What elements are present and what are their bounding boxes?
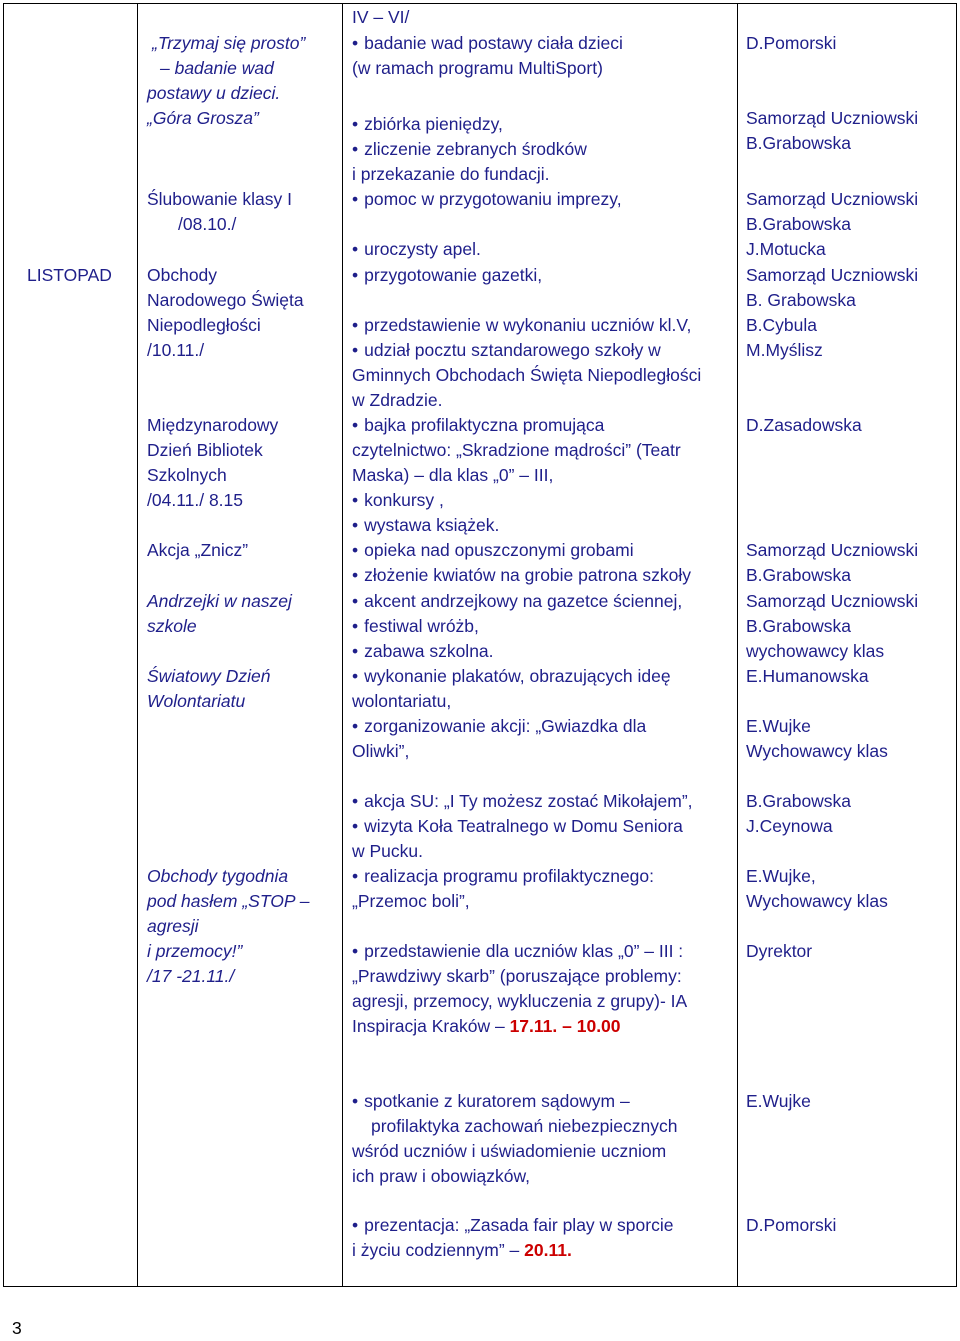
task-line: w Zdradzie.	[352, 390, 443, 410]
task-line: „Prawdziwy skarb” (poruszające problemy:	[352, 966, 682, 986]
responsible-line: Samorząd Uczniowski	[746, 189, 919, 209]
task-line: • prezentacja: „Zasada fair play w sporcie	[352, 1213, 673, 1238]
task-line: • wykonanie plakatów, obrazujących ideę	[352, 664, 671, 689]
task-line: • udział pocztu sztandarowego szkoły w	[352, 338, 661, 363]
responsible-line: Wychowawcy klas	[746, 891, 888, 911]
table-divider-1	[137, 3, 138, 1286]
task-line: Oliwki”,	[352, 741, 410, 761]
event-text: postawy u dzieci.	[147, 83, 281, 103]
task-line: czytelnictwo: „Skradzione mądrości” (Teatr	[352, 440, 681, 460]
responsible-line: Wychowawcy klas	[746, 741, 888, 761]
event-text: Ślubowanie klasy I	[147, 189, 292, 209]
table-border-bottom	[3, 1286, 957, 1287]
event-text: Światowy Dzień	[147, 666, 271, 686]
table-border-right	[956, 3, 957, 1286]
table-divider-2	[342, 3, 343, 1286]
task-line: • zabawa szkolna.	[352, 639, 494, 664]
task-line: • złożenie kwiatów na grobie patrona szkoły	[352, 563, 691, 588]
event-text: Obchody	[147, 265, 218, 285]
task-line: agresji, przemocy, wykluczenia z grupy)- IA	[352, 991, 688, 1011]
task-line: • opieka nad opuszczonymi grobami	[352, 538, 634, 563]
event-text: pod hasłem „STOP –	[147, 891, 310, 911]
responsible-line: D.Pomorski	[746, 1215, 837, 1235]
table-divider-3	[737, 3, 738, 1286]
task-line: w Pucku.	[352, 841, 423, 861]
task-line: • przedstawienie dla uczniów klas „0” – III :	[352, 939, 683, 964]
event-text: szkole	[147, 616, 197, 636]
responsible-line: J.Ceynowa	[746, 816, 833, 836]
task-line	[352, 1238, 572, 1263]
responsible-line: B.Grabowska	[746, 214, 852, 234]
event-text: Szkolnych	[147, 465, 227, 485]
event-text: Międzynarodowy	[147, 415, 279, 435]
task-line: • pomoc w przygotowaniu imprezy,	[352, 187, 622, 212]
event-text: „Trzymaj się prosto”	[152, 33, 306, 53]
responsible-line: Samorząd Uczniowski	[746, 591, 919, 611]
responsible-line: B.Grabowska	[746, 616, 852, 636]
table-border-left	[3, 3, 4, 1286]
task-line: • bajka profilaktyczna promująca	[352, 413, 604, 438]
event-text: Dzień Bibliotek	[147, 440, 263, 460]
event-text: Obchody tygodnia	[147, 866, 289, 886]
responsible-line: J.Motucka	[746, 239, 826, 259]
event-gora-grosza: „Góra Grosza”	[147, 108, 259, 128]
responsible-line: B.Grabowska	[746, 791, 852, 811]
task-line: • uroczysty apel.	[352, 237, 481, 262]
responsible-line: Samorząd Uczniowski	[746, 265, 919, 285]
event-text: i przemocy!”	[147, 941, 243, 961]
task-line: • festiwal wróżb,	[352, 614, 479, 639]
responsible-line: B.Cybula	[746, 315, 818, 335]
task-line: • zorganizowanie akcji: „Gwiazdka dla	[352, 714, 646, 739]
responsible-line: B.Grabowska	[746, 565, 852, 585]
event-text: /04.11./ 8.15	[147, 490, 244, 510]
task-line: „Przemoc boli”,	[352, 891, 470, 911]
responsible-line: E.Wujke	[746, 1091, 811, 1111]
responsible-line: Samorząd Uczniowski	[746, 108, 919, 128]
event-text: /08.10./	[178, 214, 237, 234]
responsible-line: D.Pomorski	[746, 33, 837, 53]
task-line: • realizacja programu profilaktycznego:	[352, 864, 654, 889]
responsible-line: wychowawcy klas	[746, 641, 885, 661]
task-line: Gminnych Obchodach Święta Niepodległości	[352, 365, 702, 385]
task-line: • przygotowanie gazetki,	[352, 263, 542, 288]
event-text: /10.11./	[147, 340, 205, 360]
date-highlight: 20.11.	[524, 1240, 572, 1260]
task-text: Inspiracja Kraków –	[352, 1016, 510, 1036]
responsible-line: E.Humanowska	[746, 666, 869, 686]
task-line: wolontariatu,	[352, 691, 452, 711]
task-line: • konkursy ,	[352, 488, 444, 513]
responsible-line: Dyrektor	[746, 941, 813, 961]
responsible-line: E.Wujke,	[746, 866, 816, 886]
task-line: • akcent andrzejkowy na gazetce ściennej,	[352, 589, 682, 614]
task-line: i przekazanie do fundacji.	[352, 164, 550, 184]
event-text: Wolontariatu	[147, 691, 246, 711]
event-znicz: Akcja „Znicz”	[147, 540, 249, 560]
page-number: 3	[12, 1318, 22, 1338]
task-line: • badanie wad postawy ciała dzieci	[352, 31, 623, 56]
month-label: LISTOPAD	[27, 265, 112, 285]
task-line: • zbiórka pieniędzy,	[352, 112, 503, 137]
task-line: • wizyta Koła Teatralnego w Domu Seniora	[352, 814, 683, 839]
responsible-line: M.Myślisz	[746, 340, 823, 360]
event-text: agresji	[147, 916, 199, 936]
event-text: /17 -21.11./	[147, 966, 235, 986]
task-line: • wystawa książek.	[352, 513, 499, 538]
responsible-line: Samorząd Uczniowski	[746, 540, 919, 560]
date-highlight: 17.11. – 10.00	[509, 1016, 621, 1036]
responsible-line: E.Wujke	[746, 716, 811, 736]
task-line: profilaktyka zachowań niebezpiecznych	[371, 1116, 678, 1136]
task-line: • akcja SU: „I Ty możesz zostać Mikołajem”,	[352, 789, 693, 814]
task-line: wśród uczniów i uświadomienie uczniom	[352, 1141, 667, 1161]
responsible-line: D.Zasadowska	[746, 415, 862, 435]
responsible-line: B.Grabowska	[746, 133, 852, 153]
event-text: Narodowego Święta	[147, 290, 304, 310]
task-line: Maska) – dla klas „0” – III,	[352, 465, 554, 485]
table-border-top	[3, 3, 957, 4]
event-text: Andrzejki w naszej	[147, 591, 292, 611]
task-line	[352, 1014, 621, 1039]
task-line: • zliczenie zebranych środków	[352, 137, 587, 162]
task-line: • spotkanie z kuratorem sądowym –	[352, 1089, 630, 1114]
task-line: • przedstawienie w wykonaniu uczniów kl.V,	[352, 313, 691, 338]
task-line: ich praw i obowiązków,	[352, 1166, 530, 1186]
event-text: – badanie wad	[160, 58, 274, 78]
event-text: Niepodległości	[147, 315, 261, 335]
task-line: (w ramach programu MultiSport)	[352, 58, 603, 78]
task-text: i życiu codziennym” –	[352, 1240, 525, 1260]
responsible-line: B. Grabowska	[746, 290, 856, 310]
task-line: IV – VI/	[352, 7, 410, 27]
